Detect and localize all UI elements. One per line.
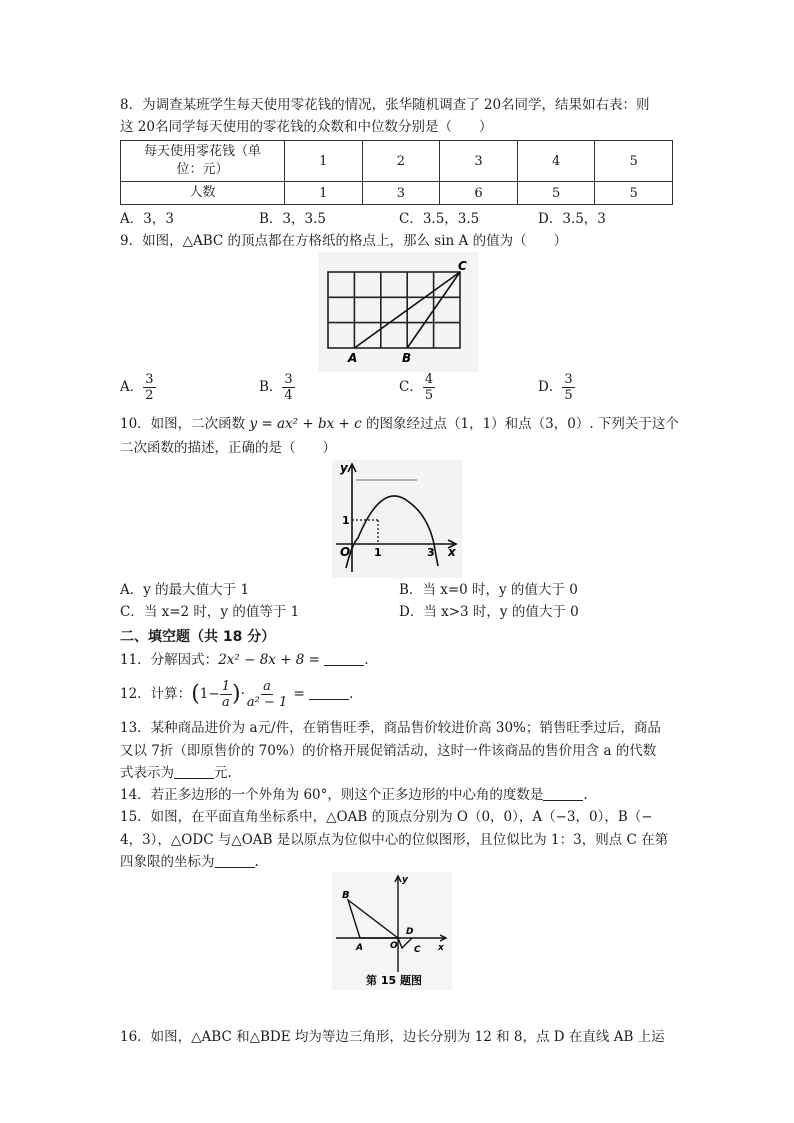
q8-option-c: C．3.5，3.5 (399, 211, 480, 227)
q15-label-x: x (438, 943, 444, 953)
q10-line2: 二次函数的描述，正确的是（ ） (120, 440, 336, 456)
table-cell: 4 (517, 141, 595, 182)
q9-label-a: A (348, 351, 358, 365)
q9-option-c: C． $\frac{4}{5}$ (399, 372, 434, 403)
table-cell: 5 (517, 182, 595, 205)
q10-parabola-figure (332, 460, 462, 578)
q8-option-a: A．3，3 (120, 211, 174, 227)
q15-label-y: y (402, 875, 408, 885)
table-cell: 3 (362, 182, 440, 205)
q9-label-b: B (402, 351, 412, 365)
table-header-cell: 每天使用零花钱（单 位：元） (121, 141, 285, 182)
q15-label-b: B (342, 890, 350, 901)
q13-line2: 又以 7折（即原售价的 70%）的价格开展促销活动，这时一件该商品的售价用含 a 的代数 (120, 743, 657, 759)
q10-label-o: O (340, 545, 351, 559)
table-cell: 5 (595, 182, 673, 205)
table-row (121, 182, 673, 205)
q11-line: 11．分解因式：2x² − 8x + 8 = . (120, 652, 369, 668)
q15-caption: 第 15 题图 (366, 974, 422, 987)
q10-label-one-y: 1 (342, 514, 350, 527)
table-cell: 1 (285, 141, 363, 182)
q9-option-a: A． $\frac{3}{2}$ (120, 372, 154, 403)
table-cell: 6 (440, 182, 518, 205)
table-cell: 2 (362, 141, 440, 182)
table-header-cell: 人数 (121, 182, 285, 205)
q9-label-c: C (458, 259, 467, 273)
q15-label-a: A (356, 943, 363, 953)
q10-option-c: C．当 x=2 时，y 的值等于 1 (120, 604, 300, 620)
q8-option-b: B．3，3.5 (259, 211, 326, 227)
q13-line3: 式表示为 元. (120, 765, 232, 781)
answer-blank (324, 652, 364, 666)
q15-line1: 15．如图，在平面直角坐标系中，△OAB 的顶点分别为 O（0，0），A（−3，0），B（− (120, 809, 653, 825)
table-cell: 3 (440, 141, 518, 182)
answer-blank (543, 787, 583, 801)
q10-option-b: B．当 x=0 时，y 的值大于 0 (399, 582, 578, 598)
q8-table (120, 140, 673, 205)
answer-blank (309, 686, 349, 700)
table-cell: 1 (285, 182, 363, 205)
q9-text: 9．如图，△ABC 的顶点都在方格纸的格点上，那么 sin A 的值为（ ） (120, 233, 568, 249)
q16-line1: 16．如图，△ABC 和△BDE 均为等边三角形，边长分别为 12 和 8，点 D 在直线 AB 上运 (120, 1029, 665, 1045)
q15-label-d: D (406, 927, 414, 937)
section-title: 二、填空题（共 18 分） (120, 629, 276, 645)
q9-grid-figure (318, 252, 478, 372)
q10-option-a: A．y 的最大值大于 1 (120, 582, 250, 598)
q8-line2: 这 20名同学每天使用的零花钱的众数和中位数分别是（ ） (120, 119, 493, 135)
q10-line1: 10．如图，二次函数 y = ax² + bx + c 的图象经过点（1，1）和点（3，0）. 下列关于这个 (120, 416, 679, 432)
q10-formula: y = ax² + bx + c (249, 416, 362, 432)
q10-option-d: D．当 x>3 时，y 的值大于 0 (399, 604, 579, 620)
q14-line: 14．若正多边形的一个外角为 60°，则这个正多边形的中心角的度数是 . (120, 787, 588, 803)
q10-label-y: y (340, 461, 348, 475)
q15-label-c: C (414, 945, 421, 955)
q9-option-b: B． $\frac{3}{4}$ (259, 372, 293, 403)
q15-label-o: O (390, 941, 398, 951)
q10-label-three: 3 (427, 546, 435, 559)
q10-label-x: x (448, 545, 456, 559)
answer-blank (215, 854, 255, 868)
q9-option-d: D． $\frac{3}{5}$ (538, 372, 573, 403)
q15-line3: 四象限的坐标为 . (120, 854, 259, 870)
q8-option-d: D．3.5，3 (538, 211, 606, 227)
q15-line2: 4，3），△ODC 与△OAB 是以原点为位似中心的位似图形，且位似比为 1：3，则点 C 在第 (120, 832, 669, 848)
q13-line1: 13．某种商品进价为 a元/件，在销售旺季，商品售价较进价高 30%；销售旺季过后，商品 (120, 720, 661, 736)
table-cell: 5 (595, 141, 673, 182)
q10-label-one-x: 1 (374, 546, 382, 559)
table-row (121, 141, 673, 182)
q12-line: 12．计算：(1− $\frac{1}{a}$ )· $\frac{a}{\text{a² − 1}}$ = . (120, 679, 354, 710)
answer-blank (174, 765, 214, 779)
q15-coordinate-figure (332, 872, 452, 990)
q8-line1: 8．为调查某班学生每天使用零花钱的情况，张华随机调查了 20名同学，结果如右表：则 (120, 97, 650, 113)
